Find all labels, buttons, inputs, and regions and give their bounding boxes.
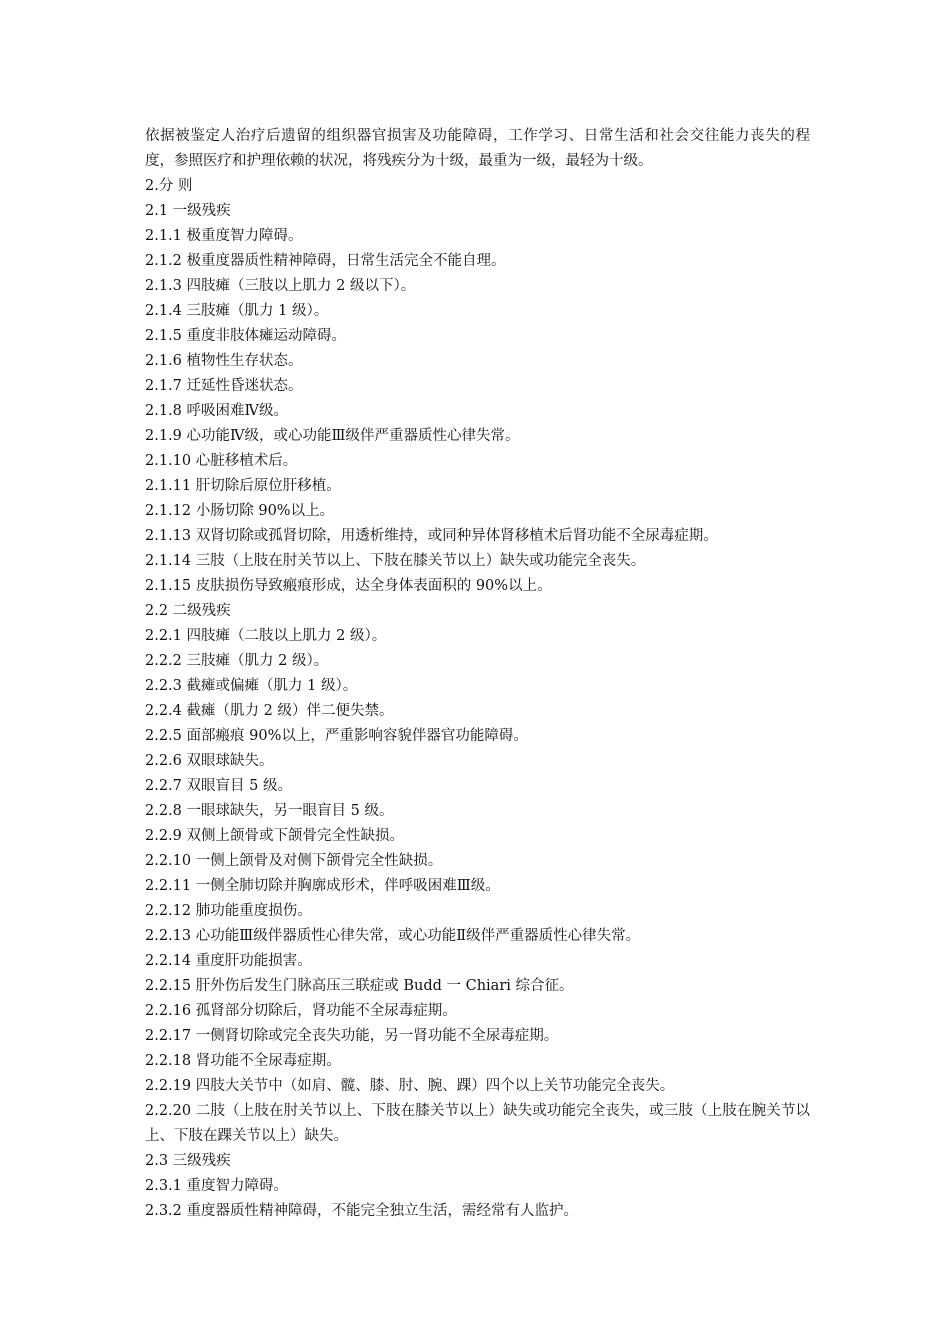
clause-item: 2.3.2 重度器质性精神障碍，不能完全独立生活，需经常有人监护。 [145, 1203, 579, 1219]
document-page [145, 124, 810, 1224]
clause-item: 2.2.14 重度肝功能损害。 [145, 953, 312, 969]
clause-item: 2.1.8 呼吸困难Ⅳ级。 [145, 403, 288, 419]
clause-item: 2.2.6 双眼球缺失。 [145, 753, 274, 769]
clause-item: 2.2.10 一侧上颌骨及对侧下颌骨完全性缺损。 [145, 853, 443, 869]
clause-item: 2.1.12 小肠切除 90%以上。 [145, 503, 335, 519]
clause-item: 2.1.5 重度非肢体瘫运动障碍。 [145, 328, 347, 344]
clause-item: 2.2.9 双侧上颌骨或下颌骨完全性缺损。 [145, 828, 405, 844]
clause-list [145, 174, 810, 1224]
section-heading: 2.3 三级残疾 [145, 1153, 231, 1169]
section-heading: 2.分 则 [145, 178, 193, 194]
clause-item: 2.2.16 孤肾部分切除后，肾功能不全尿毒症期。 [145, 1003, 457, 1019]
clause-item: 2.2.18 肾功能不全尿毒症期。 [145, 1053, 341, 1069]
clause-item: 2.2.15 肝外伤后发生门脉高压三联症或 Budd 一 Chiari 综合征。 [145, 978, 574, 994]
clause-item: 2.2.11 一侧全肺切除并胸廓成形术，伴呼吸困难Ⅲ级。 [145, 878, 500, 894]
clause-item: 2.1.10 心脏移植术后。 [145, 453, 298, 469]
clause-item: 2.1.6 植物性生存状态。 [145, 353, 303, 369]
clause-item: 2.2.3 截瘫或偏瘫（肌力 1 级）。 [145, 678, 358, 694]
clause-item: 2.2.19 四肢大关节中（如肩、髋、膝、肘、腕、踝）四个以上关节功能完全丧失。 [145, 1078, 675, 1094]
clause-item: 2.1.7 迁延性昏迷状态。 [145, 378, 303, 394]
clause-item: 2.1.13 双肾切除或孤肾切除，用透析维持，或同种异体肾移植术后肾功能不全尿毒症期。 [145, 528, 718, 544]
clause-item: 2.1.4 三肢瘫（肌力 1 级）。 [145, 303, 329, 319]
clause-item: 2.2.4 截瘫（肌力 2 级）伴二便失禁。 [145, 703, 394, 719]
clause-item: 2.1.9 心功能Ⅳ级，或心功能Ⅲ级伴严重器质性心律失常。 [145, 428, 520, 444]
clause-item: 2.2.12 肺功能重度损伤。 [145, 903, 312, 919]
clause-item: 2.2.5 面部瘢痕 90%以上，严重影响容貌伴器官功能障碍。 [145, 728, 528, 744]
clause-item: 2.1.2 极重度器质性精神障碍，日常生活完全不能自理。 [145, 253, 506, 269]
clause-item: 2.1.15 皮肤损伤导致瘢痕形成，达全身体表面积的 90%以上。 [145, 578, 552, 594]
clause-item: 2.2.1 四肢瘫（二肢以上肌力 2 级）。 [145, 628, 387, 644]
clause-item: 2.2.17 一侧肾切除或完全丧失功能，另一肾功能不全尿毒症期。 [145, 1028, 559, 1044]
section-heading: 2.2 二级残疾 [145, 603, 231, 619]
clause-item: 2.2.8 一眼球缺失，另一眼盲目 5 级。 [145, 803, 394, 819]
clause-item: 2.1.11 肝切除后原位肝移植。 [145, 478, 341, 494]
clause-item: 2.1.14 三肢（上肢在肘关节以上、下肢在膝关节以上）缺失或功能完全丧失。 [145, 553, 646, 569]
clause-item: 2.2.7 双眼盲目 5 级。 [145, 778, 292, 794]
clause-item: 2.1.1 极重度智力障碍。 [145, 228, 303, 244]
clause-item: 2.2.13 心功能Ⅲ级伴器质性心律失常，或心功能Ⅱ级伴严重器质性心律失常。 [145, 928, 641, 944]
intro-paragraph: 依据被鉴定人治疗后遗留的组织器官损害及功能障碍，工作学习、日常生活和社会交往能力丧失的程度，参照医疗和护理依赖的状况，将残疾分为十级，最重为一级，最轻为十级。 [145, 128, 810, 169]
clause-item: 2.1.3 四肢瘫（三肢以上肌力 2 级以下）。 [145, 278, 416, 294]
clause-item: 2.2.2 三肢瘫（肌力 2 级）。 [145, 653, 329, 669]
clause-item: 2.2.20 二肢（上肢在肘关节以上、下肢在膝关节以上）缺失或功能完全丧失，或三肢（上肢在腕关节以上、下肢在踝关节以上）缺失。 [145, 1103, 810, 1144]
section-heading: 2.1 一级残疾 [145, 203, 231, 219]
clause-item: 2.3.1 重度智力障碍。 [145, 1178, 289, 1194]
